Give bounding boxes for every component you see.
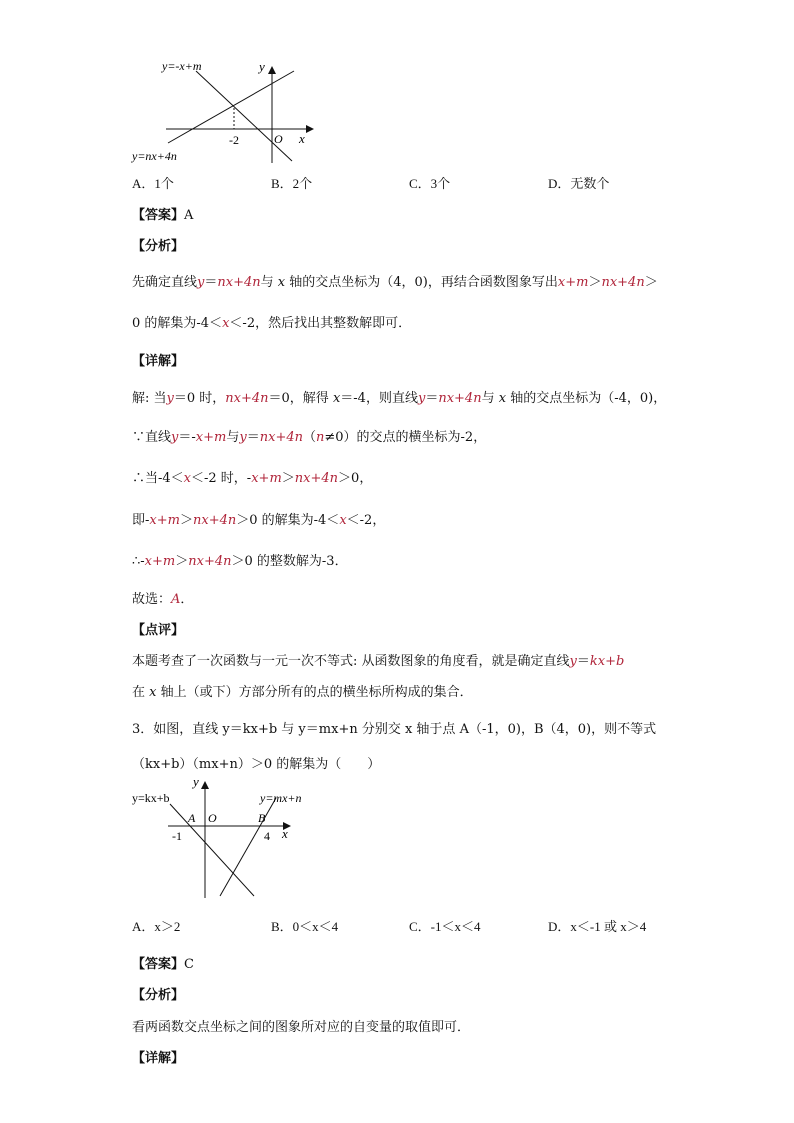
q2-option-b[interactable]: B．2个 xyxy=(271,176,313,191)
q2-analysis-label: 【分析】 xyxy=(132,239,185,254)
q2-detail-line-4: 即-x+m＞nx+4n＞0 的解集为-4＜x＜-2， xyxy=(132,513,386,528)
q3-stem-line-2: （kx+b）（mx+n）＞0 的解集为（ ） xyxy=(132,757,381,772)
figure-1-label-top: y=-x+m xyxy=(162,59,202,73)
q3-answer-value: C xyxy=(184,957,194,972)
q2-option-a[interactable]: A．1个 xyxy=(132,176,174,191)
figure-2-tick-neg1: -1 xyxy=(172,829,182,843)
figure-1-label-bottom: y=nx+4n xyxy=(132,149,177,163)
figure-1-axis-y: y xyxy=(259,59,265,74)
q3-detail-label: 【详解】 xyxy=(132,1051,185,1066)
q2-detail-line-3: ∴当-4＜x＜-2 时，-x+m＞nx+4n＞0， xyxy=(132,471,373,486)
answer-label: 【答案】 xyxy=(132,208,185,223)
q2-analysis-line-1: 先确定直线y＝nx+4n与 x 轴的交点坐标为（4，0)，再结合函数图象写出x+m＞nx+4n＞ xyxy=(132,275,658,290)
q3-option-a[interactable]: A．x＞2 xyxy=(132,919,181,934)
figure-2-label-right: y=mx+n xyxy=(260,791,302,805)
q3-option-d[interactable]: D．x＜-1 或 x＞4 xyxy=(548,919,647,934)
figure-2-axis-y: y xyxy=(193,774,199,789)
figure-2-origin: O xyxy=(208,811,217,825)
q2-option-c[interactable]: C．3个 xyxy=(409,176,451,191)
q3-option-b[interactable]: B．0＜x＜4 xyxy=(271,919,339,934)
figure-2-point-a: A xyxy=(188,811,196,825)
figure-1-axis-x: x xyxy=(299,131,305,146)
figure-2-point-b: B xyxy=(258,811,266,825)
figure-1-origin: O xyxy=(274,132,283,146)
q2-detail-line-1: 解: 当y＝0 时，nx+4n＝0，解得 x＝-4，则直线y＝nx+4n与 x 轴的交点坐标为（-4，0)， xyxy=(132,391,667,406)
q2-detail-line-5: ∴-x+m＞nx+4n＞0 的整数解为-3． xyxy=(132,554,348,569)
figure-2-axis-x: x xyxy=(282,826,288,841)
figure-2-tick-4: 4 xyxy=(264,829,270,843)
q3-stem-line-1: 3．如图，直线 y＝kx+b 与 y＝mx+n 分别交 x 轴于点 A（-1，0)，B（4，0)，则不等式 xyxy=(132,722,657,737)
q3-option-c[interactable]: C．-1＜x＜4 xyxy=(409,919,481,934)
q3-answer-label: 【答案】 xyxy=(132,957,185,972)
figure-1-graph xyxy=(128,55,328,167)
q2-comment-line-2: 在 x 轴上（或下）方部分所有的点的横坐标所构成的集合． xyxy=(132,685,473,700)
figure-2-graph xyxy=(128,772,328,902)
q3-answer xyxy=(132,953,194,972)
q2-comment-line-1: 本题考查了一次函数与一元一次不等式: 从函数图象的角度看，就是确定直线y＝kx+b xyxy=(132,654,625,669)
answer-value: A xyxy=(184,208,194,223)
q3-analysis-label: 【分析】 xyxy=(132,988,185,1003)
figure-2-label-left: y=kx+b xyxy=(132,791,170,805)
q2-answer xyxy=(132,204,193,223)
q2-detail-label: 【详解】 xyxy=(132,354,185,369)
q2-comment-label: 【点评】 xyxy=(132,623,185,638)
q2-analysis-line-2: 0 的解集为-4＜x＜-2，然后找出其整数解即可． xyxy=(132,316,412,331)
q2-option-d[interactable]: D．无数个 xyxy=(548,176,610,191)
q2-detail-line-6: 故选：A． xyxy=(132,592,194,607)
q2-detail-line-2: ∵直线y＝-x+m与y＝nx+4n（n≠0）的交点的横坐标为-2， xyxy=(132,430,487,445)
figure-1-tick-neg2: -2 xyxy=(229,133,239,147)
q3-analysis-text: 看两函数交点坐标之间的图象所对应的自变量的取值即可． xyxy=(132,1020,471,1035)
